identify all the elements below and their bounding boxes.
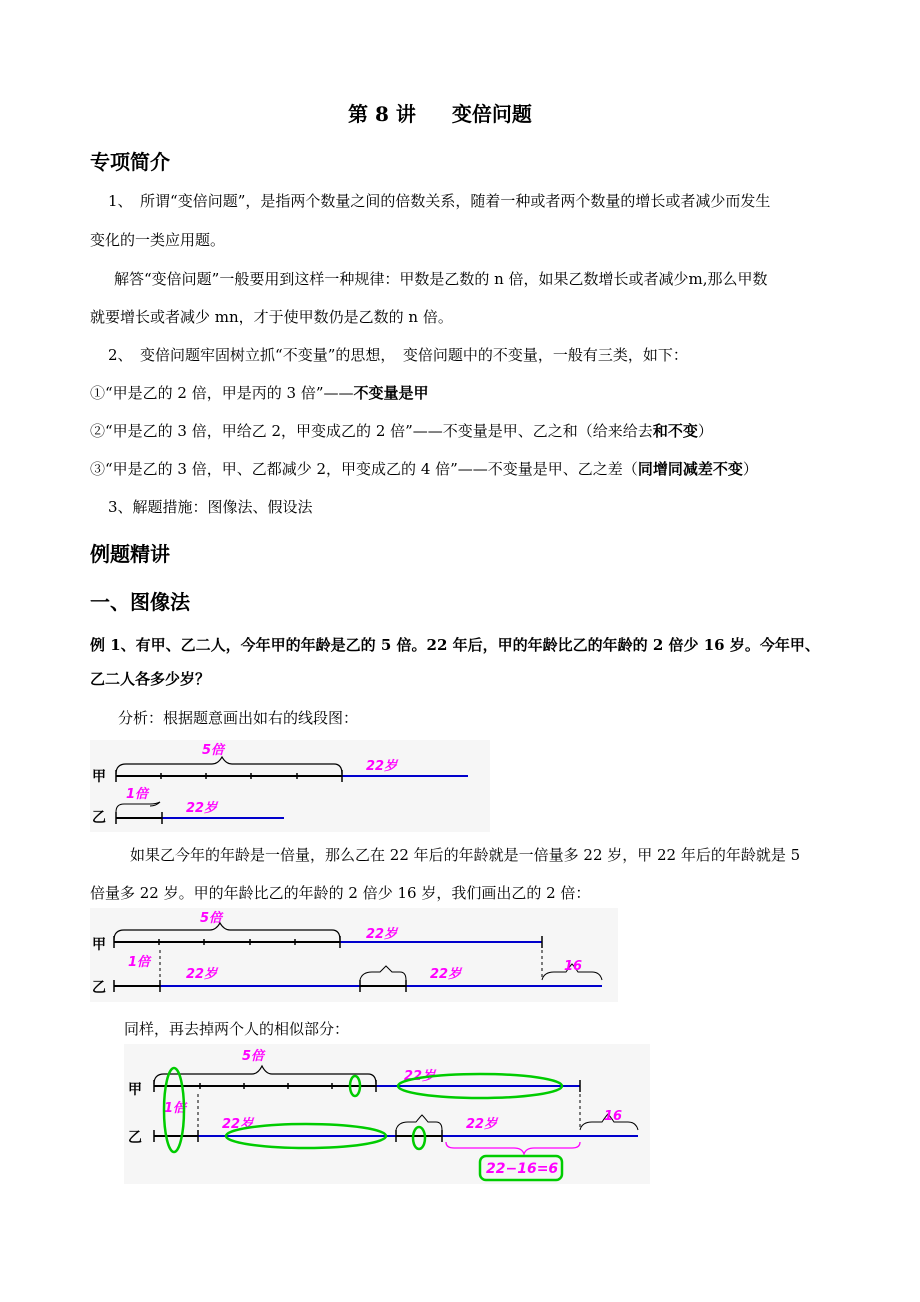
diag1-jia-label: 甲 bbox=[92, 769, 106, 785]
diag3-one-time: 1倍 bbox=[164, 1101, 187, 1116]
intro-p1-line1: 1、 所谓“变倍问题”，是指两个数量之间的倍数关系，随着一种或者两个数量的增长或者减少而发生 bbox=[108, 192, 771, 210]
diag3-calc: 22−16=6 bbox=[486, 1161, 559, 1177]
diag3-yi-label: 乙 bbox=[128, 1130, 142, 1146]
lecture-topic: 变倍问题 bbox=[451, 102, 532, 126]
invariant-case-2: ②“甲是乙的 3 倍，甲给乙 2，甲变成乙的 2 倍”——不变量是甲、乙之和（给来给去和不变） bbox=[90, 422, 713, 440]
intro-p3: 2、 变倍问题牢固树立抓“不变量”的思想， 变倍问题中的不变量，一般有三类，如下： bbox=[108, 346, 688, 364]
example1-same: 同样，再去掉两个人的相似部分： bbox=[124, 1020, 350, 1038]
example1-explanation-line2: 倍量多 22 岁。甲的年龄比乙的年龄的 2 倍少 16 岁，我们画出乙的 2 倍： bbox=[90, 884, 591, 902]
section-intro-heading: 专项简介 bbox=[90, 150, 170, 174]
section-method1-heading: 一、图像法 bbox=[90, 590, 190, 614]
lecture-title bbox=[348, 98, 532, 127]
diag3-yi-22-b: 22岁 bbox=[466, 1117, 498, 1132]
diag2-one-time: 1倍 bbox=[128, 955, 151, 970]
example1-question-line2: 乙二人各多少岁？ bbox=[90, 670, 211, 688]
diag2-five-times: 5倍 bbox=[200, 911, 223, 926]
example1-explanation-line1: 如果乙今年的年龄是一倍量，那么乙在 22 年后的年龄就是一倍量多 22 岁，甲 22 年后的年龄就是 5 bbox=[130, 846, 801, 864]
diag2-jia-label: 甲 bbox=[92, 937, 106, 953]
intro-p1-line2: 变化的一类应用题。 bbox=[90, 231, 226, 249]
diag2-yi-22-a: 22岁 bbox=[186, 967, 218, 982]
segment-diagram-2 bbox=[90, 908, 618, 1002]
intro-p4: 3、解题措施：图像法、假设法 bbox=[108, 498, 313, 516]
diag1-yi-22: 22岁 bbox=[186, 801, 218, 816]
lecture-number: 第 8 讲 bbox=[348, 102, 416, 126]
diag1-five-times: 5倍 bbox=[202, 743, 225, 758]
invariant-case-1: ①“甲是乙的 2 倍，甲是丙的 3 倍”——不变量是甲 bbox=[90, 384, 429, 402]
invariant-case-3: ③“甲是乙的 3 倍，甲、乙都减少 2，甲变成乙的 4 倍”——不变量是甲、乙之差（同增同减差不变） bbox=[90, 460, 758, 478]
diag3-five-times: 5倍 bbox=[242, 1049, 265, 1064]
example1-question-line1: 例 1、有甲、乙二人，今年甲的年龄是乙的 5 倍。22 年后，甲的年龄比乙的年龄的 2 倍少 16 岁。今年甲、 bbox=[90, 636, 820, 654]
intro-p2-line1: 解答“变倍问题”一般要用到这样一种规律：甲数是乙数的 n 倍，如果乙数增长或者减少m,那么甲数 bbox=[114, 270, 768, 288]
diag3-jia-22: 22岁 bbox=[404, 1069, 436, 1084]
segment-diagram-1 bbox=[90, 740, 490, 832]
section-examples-heading: 例题精讲 bbox=[90, 542, 170, 566]
diag2-jia-22: 22岁 bbox=[366, 927, 398, 942]
segment-diagram-3 bbox=[124, 1044, 650, 1184]
example1-analysis: 分析：根据题意画出如右的线段图： bbox=[118, 709, 359, 727]
diag3-yi-22-a: 22岁 bbox=[222, 1117, 254, 1132]
diag1-one-time: 1倍 bbox=[126, 787, 149, 802]
diag3-jia-label: 甲 bbox=[128, 1082, 142, 1098]
diag2-sixteen: 16 bbox=[564, 959, 583, 974]
diag1-yi-label: 乙 bbox=[92, 810, 106, 826]
diag2-yi-label: 乙 bbox=[92, 980, 106, 996]
intro-p2-line2: 就要增长或者减少 mn，才于使甲数仍是乙数的 n 倍。 bbox=[90, 308, 453, 326]
diag2-yi-22-b: 22岁 bbox=[430, 967, 462, 982]
diag1-jia-22: 22岁 bbox=[366, 759, 398, 774]
diag3-sixteen: 16 bbox=[604, 1109, 623, 1124]
